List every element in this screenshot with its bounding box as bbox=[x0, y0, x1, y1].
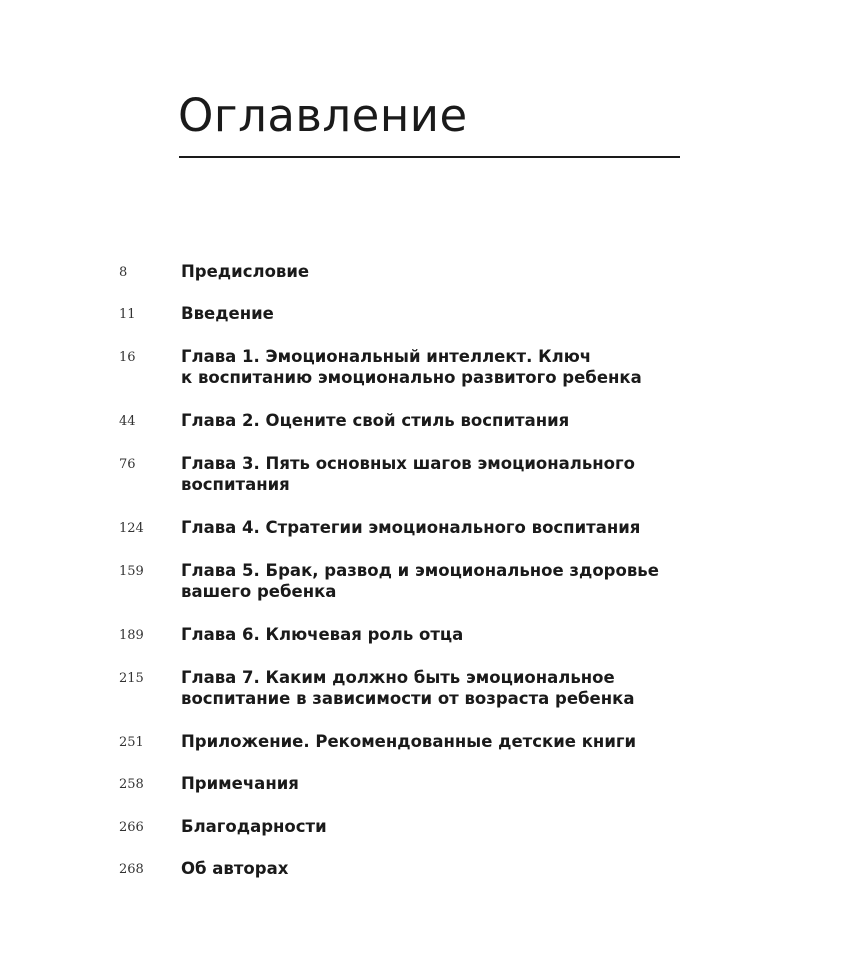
toc-entry-title: Благодарности bbox=[181, 817, 327, 836]
toc-page-number: 44 bbox=[119, 414, 136, 429]
toc-entry-title: Глава 2. Оцените свой стиль воспитания bbox=[181, 411, 570, 430]
toc-entry-title: Об авторах bbox=[181, 859, 289, 878]
toc-page-number: 268 bbox=[119, 862, 144, 877]
toc-page-number: 258 bbox=[119, 777, 144, 792]
toc-page-number: 266 bbox=[119, 820, 144, 835]
toc-page-number: 76 bbox=[119, 457, 136, 472]
toc-entry-title: Глава 5. Брак, развод и эмоциональное здоровье вашего ребенка bbox=[181, 561, 659, 601]
toc-page-number: 124 bbox=[119, 521, 144, 536]
toc-entry-title: Примечания bbox=[181, 774, 299, 793]
toc-page-number: 159 bbox=[119, 564, 144, 579]
toc-entry-title: Глава 7. Каким должно быть эмоциональное воспитание в зависимости от возраста ребенка bbox=[181, 668, 635, 708]
toc-entry-title: Приложение. Рекомендованные детские книги bbox=[181, 732, 637, 751]
toc-entry-title: Предисловие bbox=[181, 262, 310, 281]
toc-page-number: 11 bbox=[119, 307, 136, 322]
toc-entry-title: Глава 1. Эмоциональный интеллект. Ключ к воспитанию эмоционально развитого ребенка bbox=[181, 347, 642, 387]
toc-page-number: 251 bbox=[119, 735, 144, 750]
toc-entry-title: Глава 6. Ключевая роль отца bbox=[181, 625, 464, 644]
toc-page-number: 16 bbox=[119, 350, 136, 365]
toc-entry-title: Глава 4. Стратегии эмоционального воспитания bbox=[181, 518, 641, 537]
toc-entry-title: Глава 3. Пять основных шагов эмоционального воспитания bbox=[181, 454, 635, 494]
toc-page-number: 189 bbox=[119, 628, 144, 643]
toc-page-number: 8 bbox=[119, 265, 128, 280]
toc-page-number: 215 bbox=[119, 671, 144, 686]
page-title: Оглавление bbox=[178, 89, 468, 142]
toc-entry-title: Введение bbox=[181, 304, 274, 323]
